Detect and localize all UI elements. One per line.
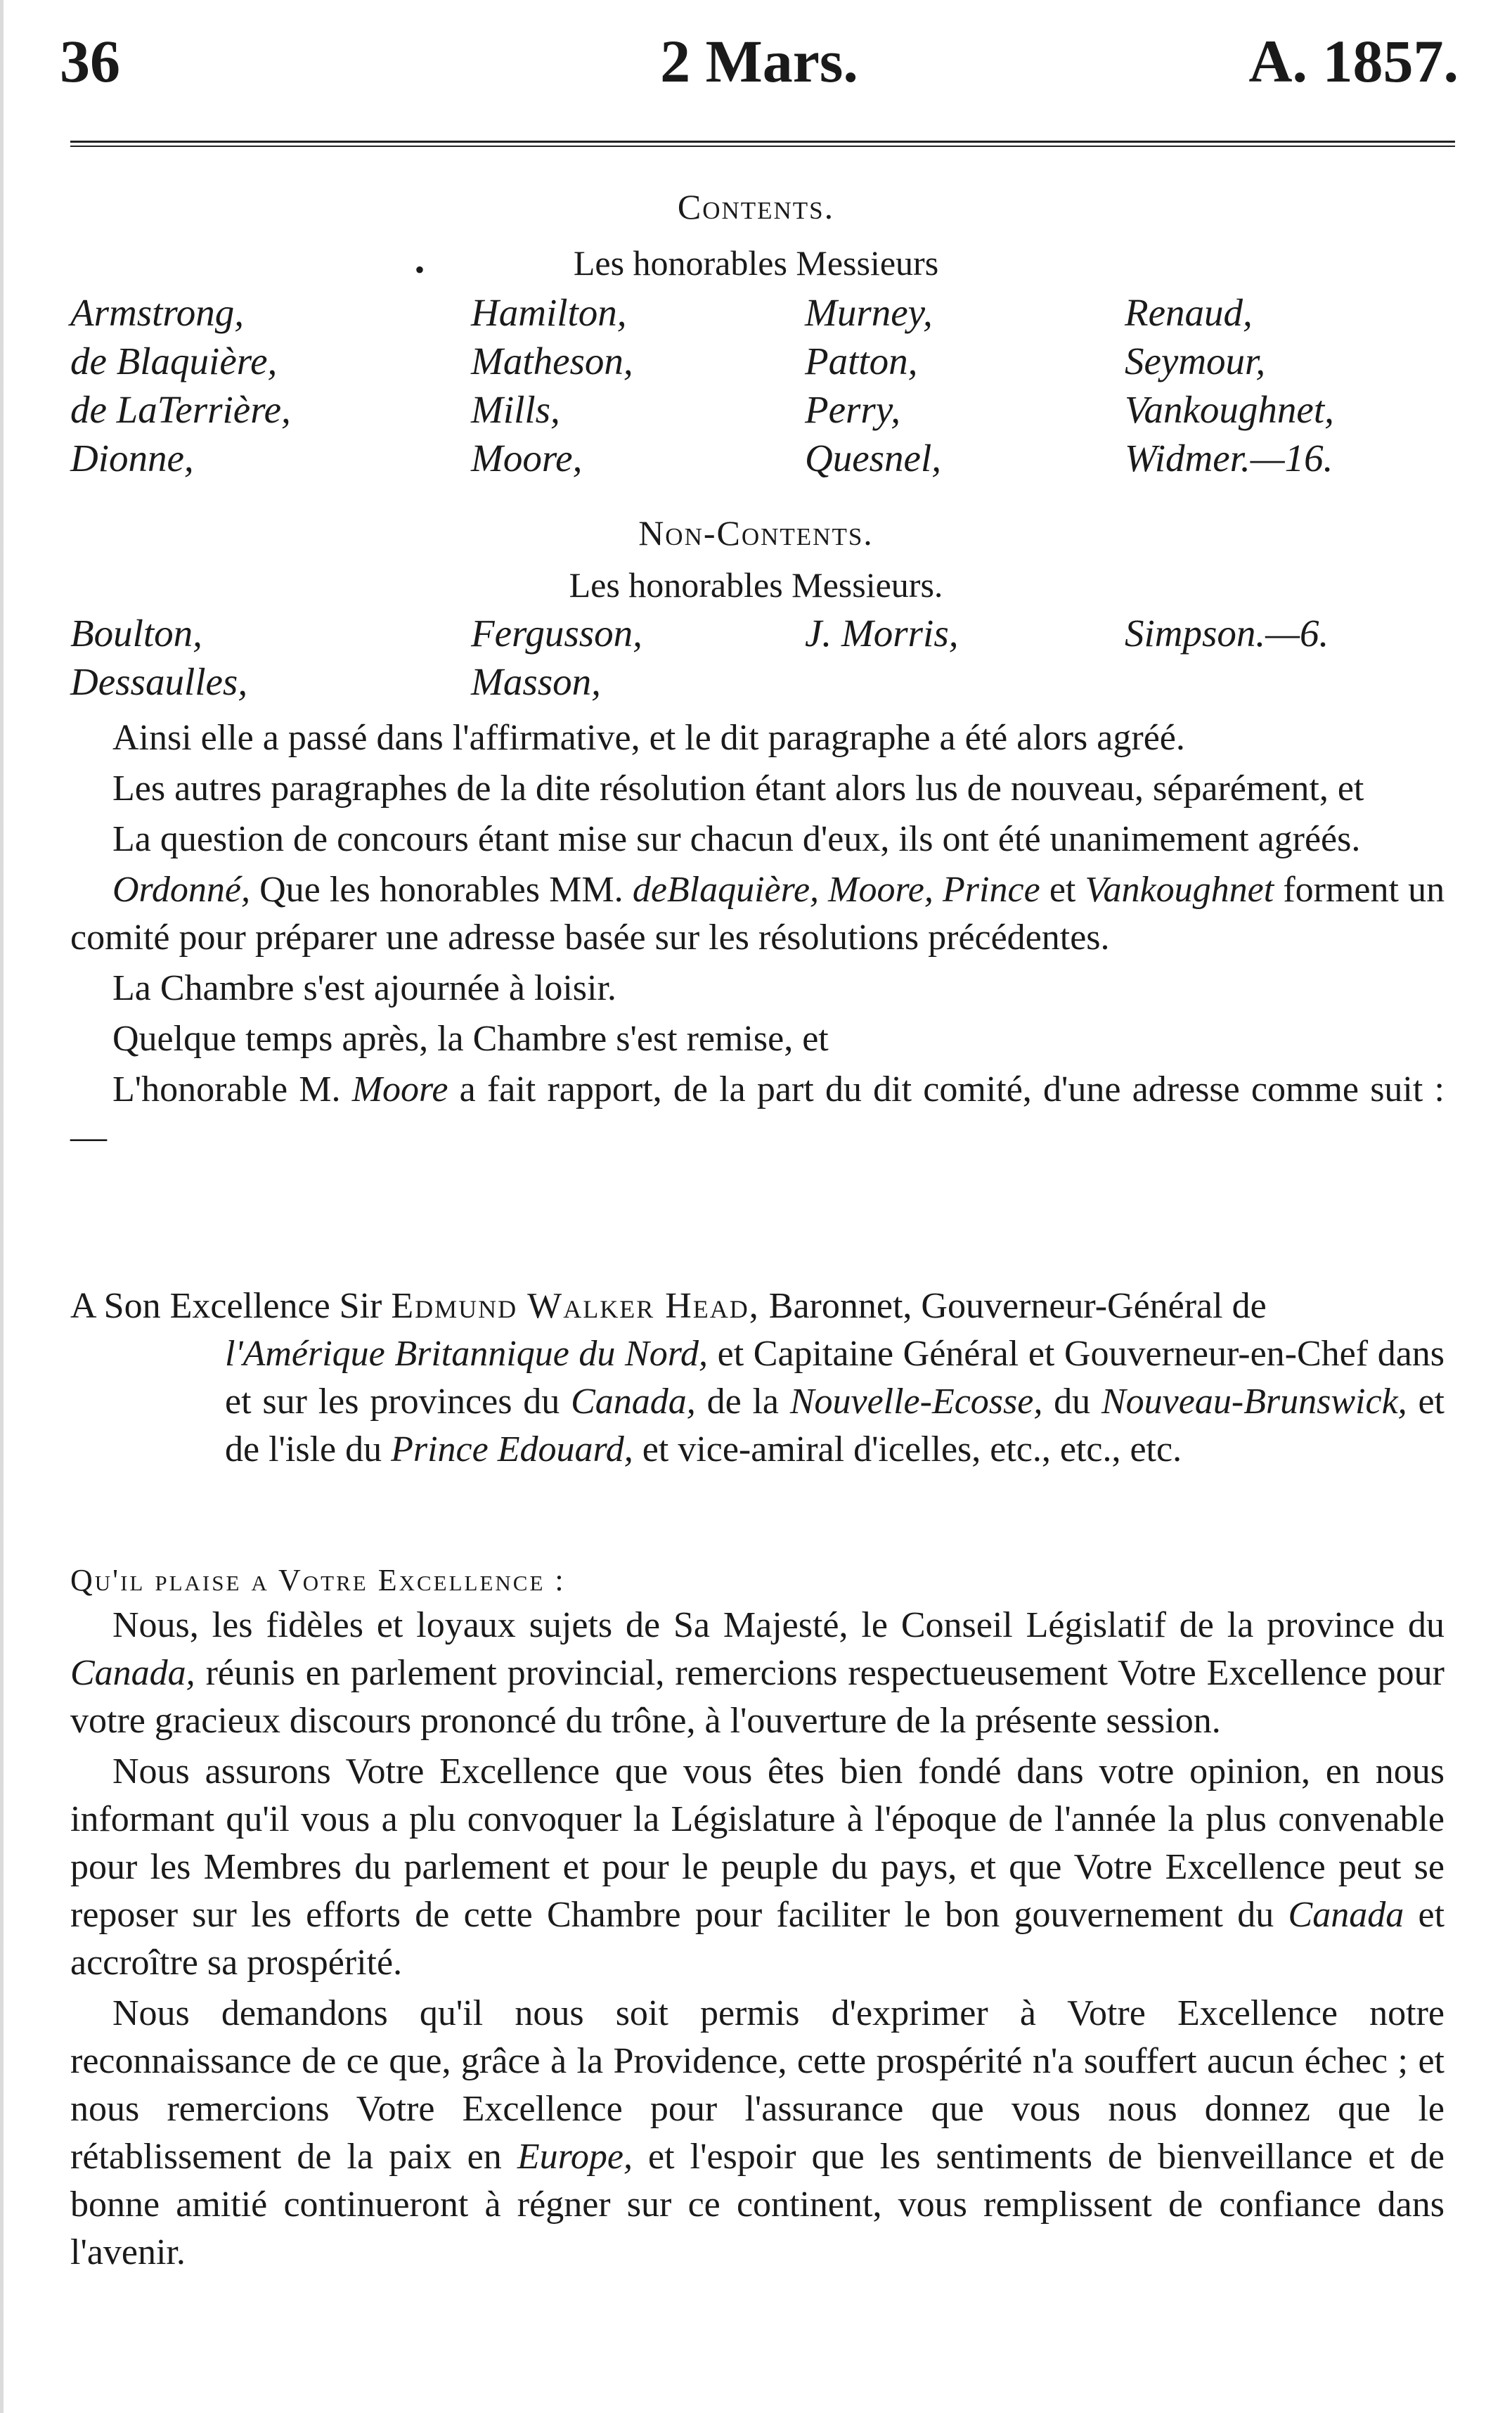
text: Nous, les fidèles et loyaux sujets de Sa Majesté, le Conseil Législatif de la province du — [112, 1605, 1445, 1645]
italic-text: Europe, — [517, 2137, 633, 2177]
member-name: Quesnel, — [805, 437, 941, 480]
text: Nous assurons Votre Excellence que vous êtes bien fondé dans votre opinion, en nous informant qu'il vous a plu convoquer la Législature à l'époque de l'année la plus convenable pour les Membres du parlement et pour le peuple du pays, et que Votre Excellence peut se reposer sur les efforts de cette Chambre pour faciliter le bon gouvernement du — [70, 1751, 1445, 1935]
paragraph — [70, 1066, 1445, 1162]
address-first-line — [70, 1282, 1445, 1330]
header-date: 2 Mars. — [660, 27, 858, 95]
non-contents-heading: Non-Contents. — [638, 513, 874, 553]
member-name: Dessaulles, — [70, 660, 248, 703]
member-name: Patton, — [805, 340, 918, 382]
member-name: Hamilton, — [471, 291, 627, 334]
text: et l'espoir que les sentiments de bienveillance et de bonne amitié continueront à régner sur ce continent, vous remplissent de confiance dans l'avenir. — [70, 2137, 1445, 2272]
member-name: Matheson, — [471, 340, 633, 382]
italic-text: Vankoughnet — [1085, 870, 1274, 910]
text: forment un comité pour préparer une adresse basée sur les résolutions précédentes. — [70, 870, 1445, 958]
member-name: Moore, — [471, 437, 583, 480]
paragraph — [70, 1990, 1445, 2277]
text: et Capitaine Général et Gouverneur-en-Chef dans et sur les provinces du — [225, 1334, 1445, 1422]
member-name: Vankoughnet, — [1125, 388, 1334, 431]
address-continuation — [225, 1330, 1445, 1474]
text: L'honorable M. — [112, 1069, 341, 1109]
paragraph: Les autres paragraphes de la dite résolution étant alors lus de nouveau, séparément, et — [112, 768, 1364, 809]
member-name: J. Morris, — [805, 612, 959, 655]
non-contents-names — [70, 609, 1448, 706]
proceedings — [70, 714, 1445, 1164]
italic-text: Ordonné, — [112, 870, 250, 910]
governor-name: Edmund Walker Head, — [391, 1286, 760, 1326]
contents-heading: Contents. — [677, 187, 835, 226]
contents-subheading: Les honorables Messieurs — [573, 243, 939, 283]
page-header — [60, 22, 1459, 100]
paragraph: Quelque temps après, la Chambre s'est remise, et — [112, 1019, 829, 1059]
paragraph — [70, 1602, 1445, 1745]
member-name: de LaTerrière, — [70, 388, 291, 431]
names-row — [70, 337, 1448, 385]
paragraph — [70, 1748, 1445, 1987]
member-name: de Blaquière, — [70, 340, 278, 382]
text: Nous demandons qu'il nous soit permis d'exprimer à Votre Excellence notre reconnaissance de ce que, grâce à la Providence, cette prospérité n'a souffert aucun échec ; et nous remercions Votre Excellence pour l'assurance que vous nous donnez que le rétablissement de la paix en — [70, 1993, 1445, 2177]
member-name: Dionne, — [70, 437, 194, 480]
italic-text: Canada, — [70, 1653, 195, 1693]
member-name: Mills, — [471, 388, 560, 431]
text: a fait rapport, de la part du dit comité, d'une adresse comme suit :— — [70, 1069, 1445, 1157]
member-name: Widmer.—16. — [1125, 437, 1333, 480]
member-name: Simpson.—6. — [1125, 612, 1329, 655]
text: Baronnet, Gouverneur-Général de — [768, 1286, 1267, 1326]
italic-text: deBlaquière, Moore, Prince — [632, 870, 1040, 910]
scan-edge — [0, 0, 4, 2413]
bullet-mark: • — [415, 254, 425, 285]
italic-text: Canada — [1288, 1895, 1404, 1935]
italic-text: Canada, — [571, 1382, 696, 1422]
text: et accroître sa prospérité. — [70, 1895, 1445, 1983]
names-row — [70, 609, 1448, 657]
address-block — [70, 1282, 1445, 1474]
text: et de l'isle du — [225, 1382, 1445, 1469]
member-name: Masson, — [471, 660, 601, 703]
header-year: A. 1857. — [1248, 27, 1459, 95]
text: du — [1054, 1382, 1091, 1422]
member-name: Seymour, — [1125, 340, 1266, 382]
member-name: Murney, — [805, 291, 933, 334]
member-name: Boulton, — [70, 612, 202, 655]
text: et — [1049, 870, 1076, 910]
italic-text: l'Amérique Britannique du Nord, — [225, 1334, 708, 1374]
names-row — [70, 657, 1448, 706]
letter-body — [70, 1602, 1445, 2279]
italic-text: Nouveau-Brunswick, — [1101, 1382, 1407, 1422]
paragraph — [70, 866, 1445, 962]
paragraph: Ainsi elle a passé dans l'affirmative, et le dit paragraphe a été alors agréé. — [112, 718, 1185, 758]
names-row — [70, 434, 1448, 482]
italic-text: Prince Edouard, — [391, 1429, 633, 1469]
header-rule — [70, 141, 1455, 147]
member-name: Renaud, — [1125, 291, 1253, 334]
text: de la — [706, 1382, 779, 1422]
paragraph: La Chambre s'est ajournée à loisir. — [112, 968, 616, 1008]
page-number: 36 — [60, 27, 120, 95]
member-name: Fergusson, — [471, 612, 642, 655]
names-row — [70, 288, 1448, 337]
text: réunis en parlement provincial, remercions respectueusement Votre Excellence pour votre gracieux discours prononcé du trône, à l'ouverture de la présente session. — [70, 1653, 1445, 1741]
salutation: Qu'il plaise a Votre Excellence : — [70, 1563, 566, 1597]
contents-names — [70, 288, 1448, 482]
member-name: Armstrong, — [70, 291, 245, 334]
italic-text: Nouvelle-Ecosse, — [789, 1382, 1043, 1422]
member-name: Perry, — [805, 388, 900, 431]
paragraph: La question de concours étant mise sur chacun d'eux, ils ont été unanimement agréés. — [112, 819, 1361, 859]
text: Que les honorables MM. — [259, 870, 623, 910]
names-row — [70, 385, 1448, 434]
text: et vice-amiral d'icelles, etc., etc., etc. — [642, 1429, 1182, 1469]
non-contents-subheading: Les honorables Messieurs. — [569, 565, 943, 605]
text: A Son Excellence Sir — [70, 1286, 382, 1326]
italic-text: Moore — [351, 1069, 448, 1109]
